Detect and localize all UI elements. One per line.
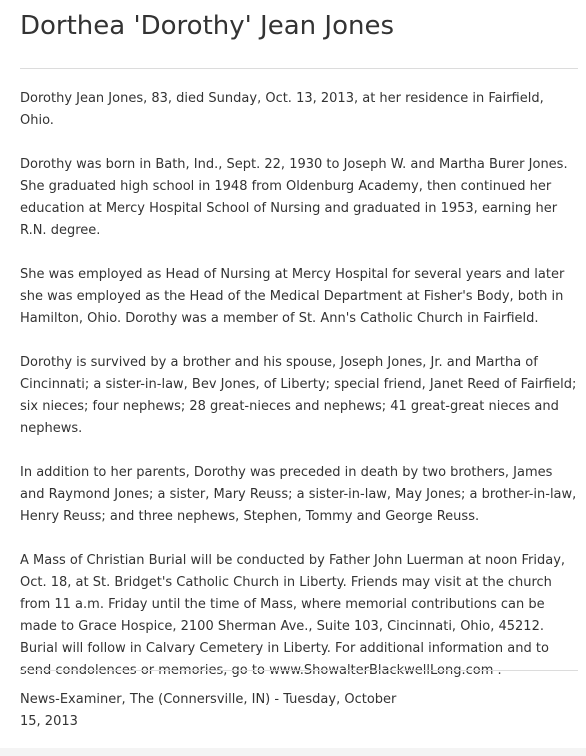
bottom-divider — [20, 670, 578, 671]
paragraph-survivors: Dorothy is survived by a brother and his spouse, Joseph Jones, Jr. and Martha of Cincinnati; a sister-in-law, Bev Jones, of Liberty; special friend, Janet Reed of Fairfield; six nieces; four nephews; 28 great-nieces and nephews; 41 great-great nieces and nephews. — [20, 355, 577, 436]
paragraph-death-notice: Dorothy Jean Jones, 83, died Sunday, Oct. 13, 2013, at her residence in Fairfield, Ohio. — [20, 91, 544, 128]
top-divider — [20, 68, 578, 69]
paragraph-birth-education: Dorothy was born in Bath, Ind., Sept. 22, 1930 to Joseph W. and Martha Burer Jones. She graduated high school in 1948 from Oldenburg Academy, then continued her education at Mercy Hospital School of Nursing and graduated in 1953, earning her R.N. degree. — [20, 157, 568, 238]
source-citation: News-Examiner, The (Connersville, IN) - Tuesday, October 15, 2013 — [20, 692, 397, 729]
page-footer-strip — [0, 748, 586, 756]
paragraph-preceded: In addition to her parents, Dorothy was preceded in death by two brothers, James and Raymond Jones; a sister, Mary Reuss; a sister-in-law, May Jones; a brother-in-law, Henry Reuss; and three nephews, Stephen, Tommy and George Reuss. — [20, 465, 577, 524]
paragraph-career: She was employed as Head of Nursing at Mercy Hospital for several years and later she was employed as the Head of the Medical Department at Fisher's Body, both in Hamilton, Ohio. Dorothy was a member of St. Ann's Catholic Church in Fairfield. — [20, 267, 565, 326]
paragraph-services: A Mass of Christian Burial will be conducted by Father John Luerman at noon Friday, Oct. 18, at St. Bridget's Catholic Church in Liberty. Friends may visit at the church from 11 a.m. Friday until the time of Mass, where memorial contributions can be made to Grace Hospice, 2100 Sherman Ave., Suite 103, Cincinnati, Ohio, 45212. Burial will follow in Calvary Cemetery in Liberty. For additional information and to send condolences or memories, go to www.ShowalterBlackwellLong.com . — [20, 553, 566, 678]
page-title: Dorthea 'Dorothy' Jean Jones — [20, 11, 394, 41]
obituary-body — [20, 88, 580, 704]
